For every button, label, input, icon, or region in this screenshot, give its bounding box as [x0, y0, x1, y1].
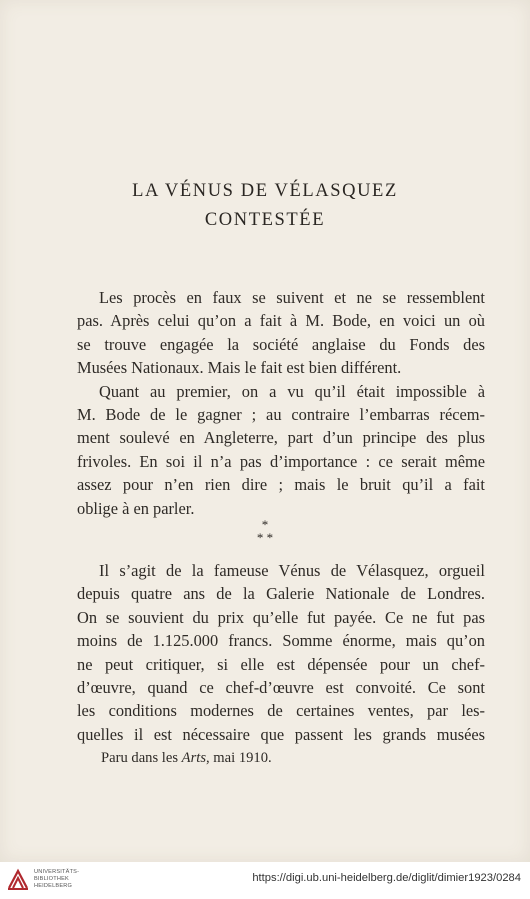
text-line: oblige à en parler. — [77, 498, 195, 518]
chapter-title-line2: CONTESTÉE — [204, 210, 326, 230]
footnote-prefix: Paru dans les — [101, 750, 182, 766]
paragraph-block-1 — [77, 286, 485, 520]
text-line: Musées Nationaux. Mais le fait est bien différent. — [77, 358, 402, 378]
text-line: Il s’agit de la fameuse Vénus de Vélasquez, orgueil — [99, 561, 485, 580]
permalink-url[interactable]: https://digi.ub.uni-heidelberg.de/diglit/dimier1923/0284 — [252, 872, 521, 884]
separator-star-top: * — [261, 517, 269, 532]
text-line: ment soulevé en Angleterre, part d’un principe des plus — [77, 428, 485, 448]
institution-line: HEIDELBERG — [34, 883, 73, 889]
text-line: ne peut critiquer, si elle est dépensée pour un chef- — [77, 654, 485, 674]
footnote — [101, 750, 272, 767]
separator-stars-bottom: * * — [256, 530, 274, 545]
paragraph-block-2 — [77, 559, 485, 746]
text-line: depuis quatre ans de la Galerie Nationale de Londres. — [77, 584, 485, 604]
heidelberg-library-logo-icon[interactable] — [6, 868, 30, 892]
chapter-title-line1: LA VÉNUS DE VÉLASQUEZ — [132, 181, 398, 201]
text-line: pas. Après celui qu’on a fait à M. Bode, en voici un où — [77, 311, 485, 331]
text-line: assez pour n’en rien dire ; mais le bruit qu’il a fait — [77, 475, 485, 495]
institution-line: UNIVERSITÄTS- — [34, 869, 80, 875]
viewer-footer — [0, 862, 530, 899]
text-line: d’œuvre, quand ce chef-d’œuvre est convoité. Ce sont — [77, 677, 485, 697]
footnote-suffix: , mai 1910. — [206, 750, 272, 766]
text-line: frivoles. En soi il n’a pas d’importance : ce serait même — [77, 451, 485, 471]
text-line: Quant au premier, on a vu qu’il était impossible à — [99, 381, 485, 401]
text-line: On se souvient du prix qu’elle fut payée. Ce ne fut pas — [77, 607, 485, 627]
text-line: moins de 1.125.000 francs. Somme énorme, mais qu’on — [77, 631, 485, 651]
text-line: M. Bode de le gagner ; au contraire l’embarras récem- — [77, 404, 485, 424]
footnote-italic: Arts — [181, 750, 206, 766]
text-line: Les procès en faux se suivent et ne se ressemblent — [99, 288, 485, 307]
text-line: se trouve engagée la société anglaise du Fonds des — [77, 334, 485, 354]
institution-name — [34, 869, 79, 890]
institution-line: BIBLIOTHEK — [34, 876, 69, 882]
text-line: les conditions modernes de certaines ventes, par les- — [77, 701, 485, 721]
text-line: quelles il est nécessaire que passent les grands musées — [77, 724, 485, 744]
